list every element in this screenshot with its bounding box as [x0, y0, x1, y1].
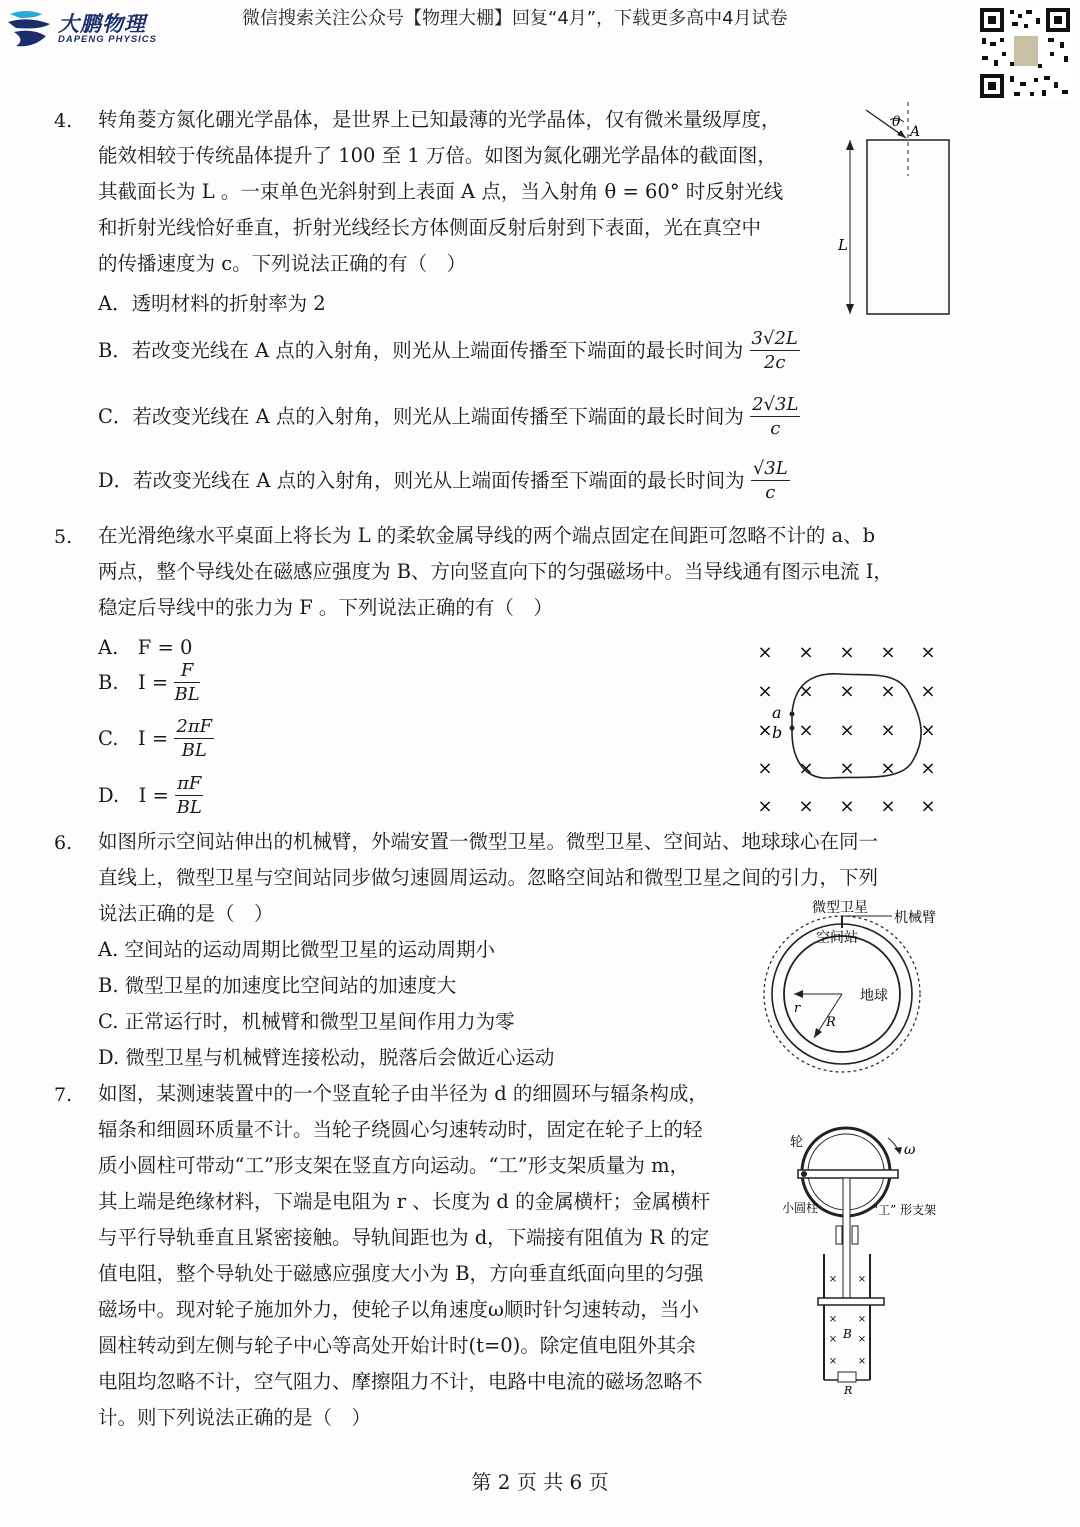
option-b [98, 660, 200, 707]
stem-line: 能效相较于传统晶体提升了 100 至 1 万倍。如图为氮化硼光学晶体的截面图， [98, 144, 777, 167]
cross-icon: × [798, 758, 814, 779]
stem-line: 说法正确的是（ ） [98, 902, 274, 925]
magnetic-field-figure [750, 636, 950, 820]
space-station-figure [756, 896, 946, 1080]
option-text: D．若改变光线在 A 点的入射角，则光从上端面传播至下端面的最长时间为 [98, 469, 745, 492]
fraction [750, 328, 800, 375]
resistor-label: R [844, 1384, 853, 1397]
option-d: D. 微型卫星与机械臂连接松动，脱落后会做近心运动 [98, 1046, 555, 1069]
question-number: 5. [54, 526, 73, 548]
logo-text: 大鹏物理 [58, 12, 146, 36]
stem-line: 质小圆柱可带动“工”形支架在竖直方向运动。“工”形支架质量为 m， [98, 1154, 690, 1177]
stem-line: 如图，某测速装置中的一个竖直轮子由半径为 d 的细圆环与辐条构成， [98, 1082, 708, 1105]
theta-label: θ [892, 114, 901, 130]
cylinder-label: 小圆柱 [782, 1201, 819, 1215]
stem-line: 计。则下列说法正确的是（ ） [98, 1406, 372, 1429]
cross-icon: × [757, 758, 773, 779]
cross-icon: × [828, 1356, 838, 1367]
option-d [98, 773, 203, 820]
denominator: c [770, 418, 781, 439]
option-b [98, 328, 800, 375]
cross-icon: × [880, 681, 896, 702]
stem-line: 与平行导轨垂直且紧密接触。导轨间距也为 d，下端接有阻值为 R 的定 [98, 1226, 710, 1249]
numerator: 2√3L [752, 394, 799, 415]
numerator: 2πF [176, 716, 213, 737]
stem-line: 的传播速度为 c。下列说法正确的有（ ） [98, 252, 467, 275]
stem-line: 如图所示空间站伸出的机械臂，外端安置一微型卫星。微型卫星、空间站、地球球心在同一 [98, 830, 879, 853]
stem-line: 直线上，微型卫星与空间站同步做匀速圆周运动。忽略空间站和微型卫星之间的引力，下列 [98, 866, 879, 889]
stem-line: 转角菱方氮化硼光学晶体，是世界上已知最薄的光学晶体，仅有微米量级厚度， [98, 108, 781, 131]
earth-label: 地球 [860, 988, 888, 1004]
cross-icon: × [857, 1356, 867, 1367]
option-a: A. F = 0 [98, 636, 193, 659]
stem-line: 磁场中。现对轮子施加外力，使轮子以角速度ω顺时针匀速转动，当小 [98, 1298, 699, 1321]
cross-icon: × [839, 796, 855, 817]
cross-icon: × [757, 642, 773, 663]
option-c [98, 716, 214, 763]
option-text: D. I = [98, 784, 169, 807]
cross-icon: × [857, 1314, 867, 1325]
option-c [98, 394, 800, 441]
cross-icon: × [880, 720, 896, 741]
cross-icon: × [920, 720, 936, 741]
field-crosses [757, 642, 935, 817]
stem-line: 在光滑绝缘水平桌面上将长为 L 的柔软金属导线的两个端点固定在间距可忽略不计的 a、b [98, 524, 876, 547]
cross-icon: × [798, 681, 814, 702]
option-a: A. 空间站的运动周期比微型卫星的运动周期小 [98, 938, 495, 961]
option-c: C. 正常运行时，机械臂和微型卫星间作用力为零 [98, 1010, 515, 1033]
crystal-figure [830, 98, 955, 320]
option-a: A．透明材料的折射率为 2 [98, 292, 326, 315]
stem-line: 电阻均忽略不计，空气阻力、摩擦阻力不计，电路中电流的磁场忽略不 [98, 1370, 703, 1393]
cross-icon: × [798, 642, 814, 663]
cross-icon: × [839, 642, 855, 663]
option-text: B．若改变光线在 A 点的入射角，则光从上端面传播至下端面的最长时间为 [98, 339, 744, 362]
cross-icon: × [880, 758, 896, 779]
cross-icon: × [757, 681, 773, 702]
field-b-label: B [843, 1327, 852, 1341]
cross-icon: × [757, 796, 773, 817]
stem-line: 辐条和细圆环质量不计。当轮子绕圆心匀速转动时，固定在轮子上的轻 [98, 1118, 703, 1141]
denominator: c [765, 482, 776, 503]
omega-label: ω [904, 1142, 916, 1158]
option-text: C. I = [98, 727, 169, 750]
stem-line: 其上端是绝缘材料，下端是电阻为 r 、长度为 d 的金属横杆；金属横杆 [98, 1190, 711, 1213]
question-7-stem [98, 1076, 710, 1436]
radius-R-label: R [826, 1015, 836, 1030]
numerator: πF [177, 773, 202, 794]
cross-icon: × [828, 1334, 838, 1345]
question-number: 7. [54, 1084, 73, 1106]
cross-icon: × [857, 1334, 867, 1345]
numerator: √3L [752, 458, 788, 479]
page-number: 第 2 页 共 6 页 [471, 1470, 609, 1494]
denominator: BL [174, 684, 200, 705]
numerator: F [174, 660, 199, 683]
qr-code-icon[interactable] [978, 6, 1072, 100]
cross-icon: × [839, 758, 855, 779]
cross-icon: × [839, 720, 855, 741]
question-number: 6. [54, 832, 73, 854]
wheel-label: 轮 [790, 1135, 804, 1150]
cross-icon: × [880, 642, 896, 663]
fraction [174, 716, 214, 763]
logo-subtext: DAPENG PHYSICS [58, 34, 157, 45]
option-d [98, 458, 790, 505]
cross-icon: × [828, 1314, 838, 1325]
cross-icon: × [920, 758, 936, 779]
header-notice: 微信搜索关注公众号【物理大棚】回复“4月”，下载更多高中4月试卷 [242, 8, 788, 29]
denominator: 2c [763, 352, 786, 373]
station-label: 空间站 [816, 930, 858, 946]
cross-icon: × [798, 796, 814, 817]
stem-line: 稳定后导线中的张力为 F 。下列说法正确的有（ ） [98, 596, 553, 619]
cross-icon: × [880, 796, 896, 817]
stem-line: 圆柱转动到左侧与轮子中心等高处开始计时(t=0)。除定值电阻外其余 [98, 1334, 696, 1357]
fraction [175, 773, 203, 820]
option-text: C．若改变光线在 A 点的入射角，则光从上端面传播至下端面的最长时间为 [98, 405, 744, 428]
logo-icon [6, 8, 54, 50]
cross-icon: × [920, 681, 936, 702]
point-a-label: A [910, 124, 921, 140]
cross-icon: × [857, 1274, 867, 1285]
question-4-stem [98, 102, 783, 282]
fraction [174, 660, 199, 707]
stem-line: 两点，整个导线处在磁感应强度为 B、方向竖直向下的匀强磁场中。当导线通有图示电流 I， [98, 560, 893, 583]
frame-label: “工” 形支架 [872, 1203, 937, 1217]
arm-label: 机械臂 [894, 910, 936, 926]
stem-line: 和折射光线恰好垂直，折射光线经长方体侧面反射后射到下表面，光在真空中 [98, 216, 762, 239]
cross-icon: × [828, 1274, 838, 1285]
cross-icon: × [920, 796, 936, 817]
radius-r-label: r [794, 1001, 801, 1016]
fraction [751, 458, 790, 505]
satellite-label: 微型卫星 [812, 900, 868, 916]
wheel-device-figure [776, 1114, 954, 1400]
option-text: B. I = [98, 671, 169, 694]
question-6-options [98, 932, 554, 1076]
stem-line: 其截面长为 L 。一束单色光斜射到上表面 A 点，当入射角 θ = 60° 时反射光线 [98, 180, 784, 203]
fraction [750, 394, 800, 441]
cross-icon: × [798, 720, 814, 741]
cross-icon: × [920, 642, 936, 663]
stem-line: 值电阻，整个导轨处于磁感应强度大小为 B，方向垂直纸面向里的匀强 [98, 1262, 704, 1285]
denominator: BL [181, 740, 207, 761]
question-5-stem [98, 518, 893, 626]
numerator: 3√2L [751, 328, 798, 349]
length-label: L [838, 236, 848, 254]
point-b-label: b [772, 723, 783, 742]
cross-icon: × [839, 681, 855, 702]
option-b: B. 微型卫星的加速度比空间站的加速度大 [98, 974, 457, 997]
point-a-label: a [772, 703, 782, 722]
denominator: BL [176, 797, 202, 818]
cross-icon: × [757, 720, 773, 741]
question-number: 4. [54, 110, 73, 132]
